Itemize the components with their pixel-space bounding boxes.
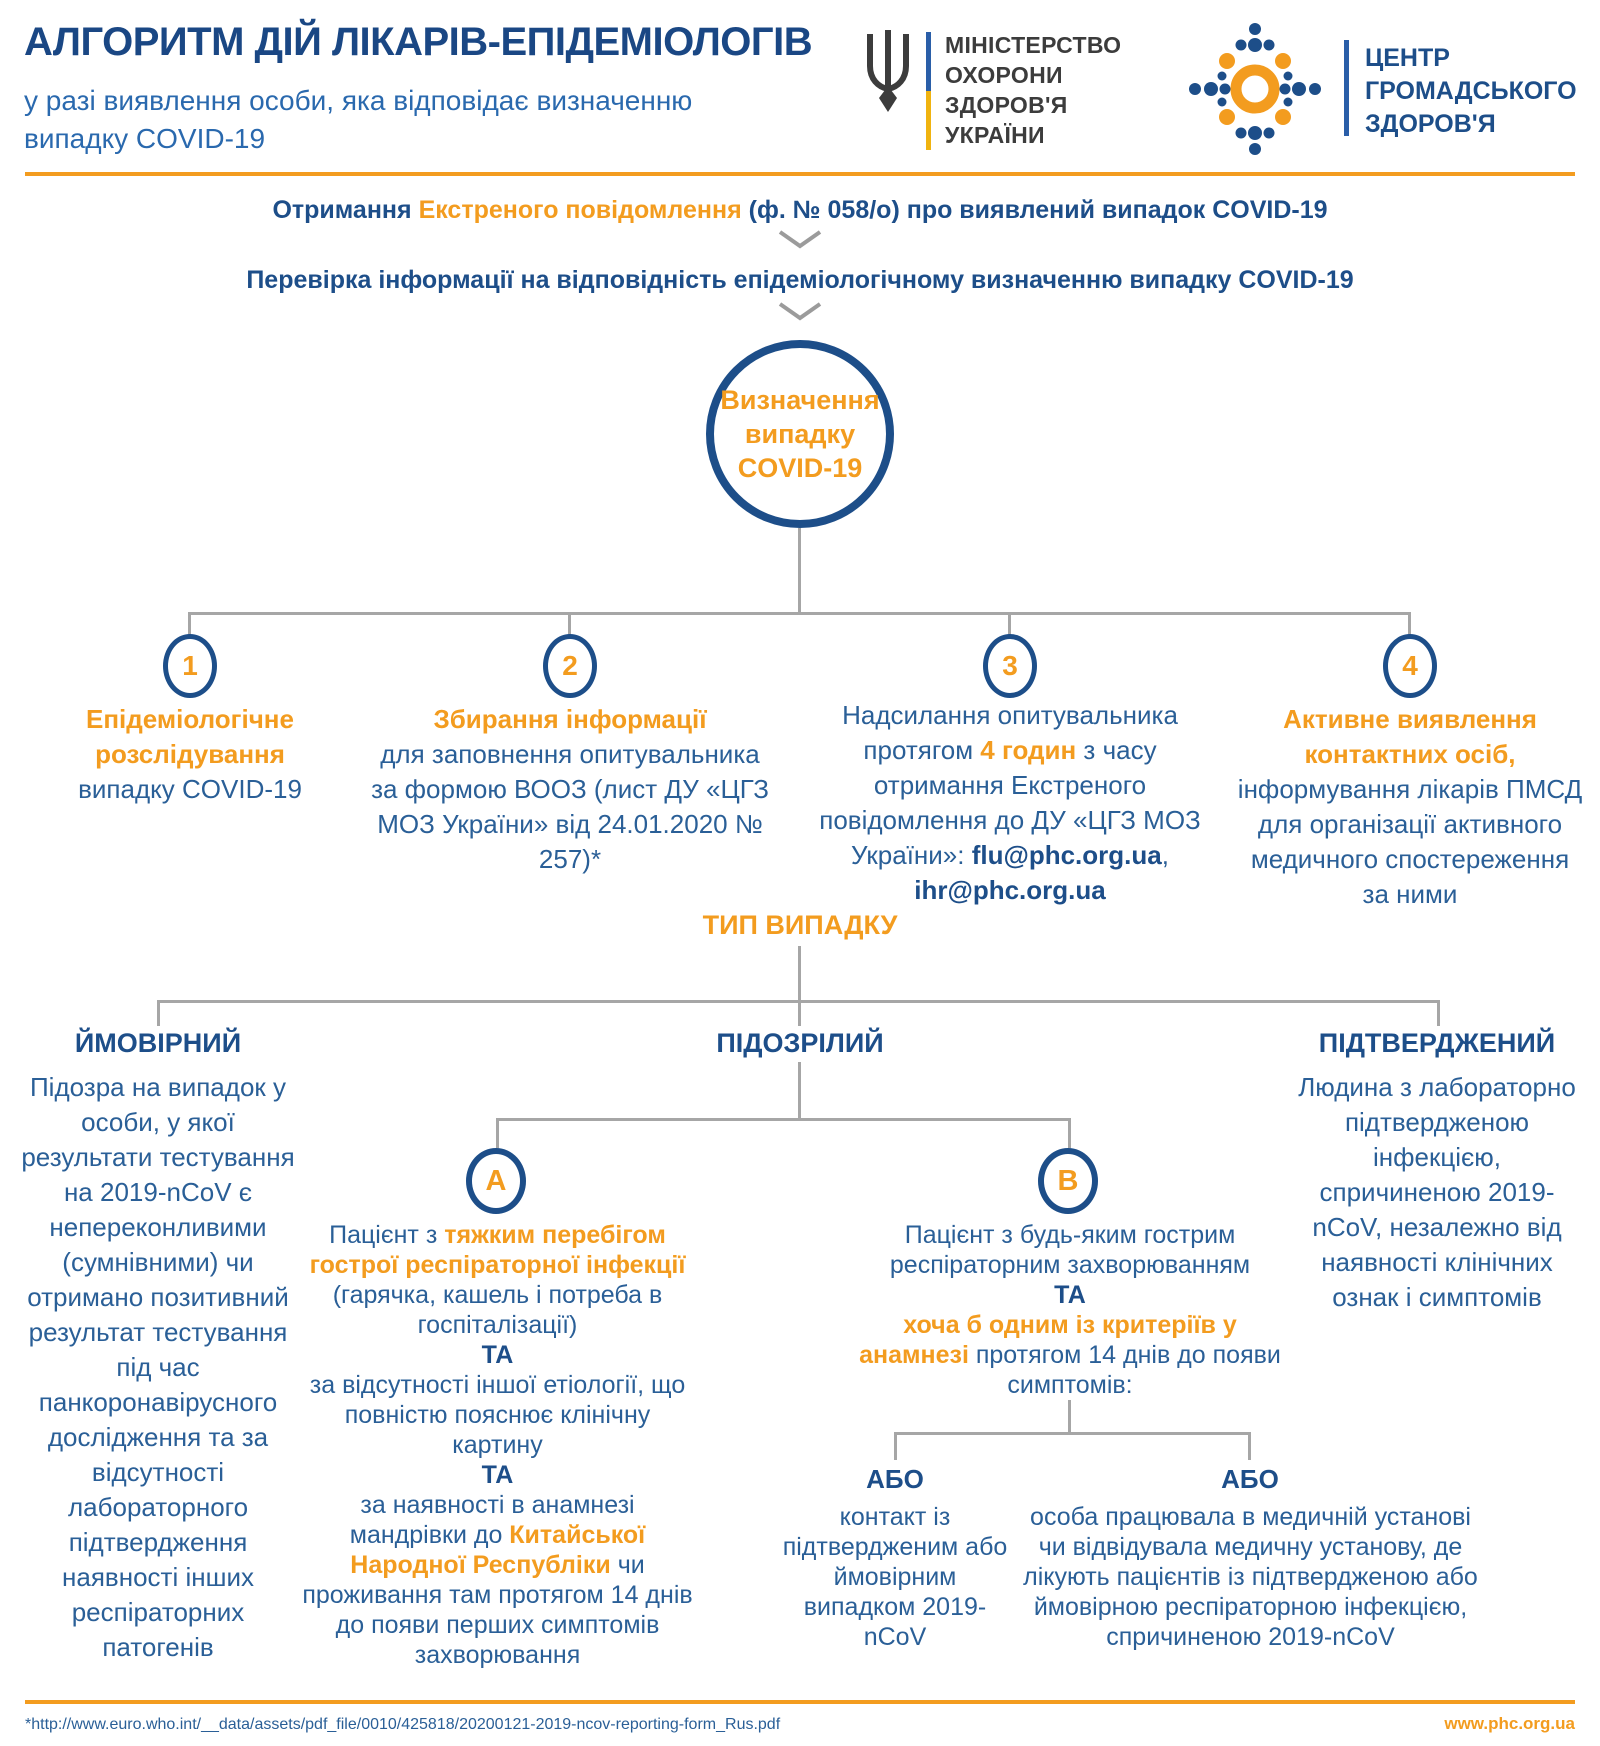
- branch-b-letter: В: [1057, 1164, 1079, 1197]
- text-part: (гарячка, кашель і потреба в госпіталізації): [332, 1281, 663, 1339]
- text-part: за наявності в анамнезі мандрівки до: [349, 1491, 635, 1549]
- phc-dots-icon: [1180, 14, 1330, 169]
- connector-line: [188, 612, 1411, 615]
- case-definition-circle: [706, 340, 894, 528]
- branch-b-circle: [1038, 1148, 1098, 1214]
- text-part: Пацієнт з: [329, 1221, 445, 1249]
- connector-line: [798, 1062, 801, 1118]
- page-title: АЛГОРИТМ ДІЙ ЛІКАРІВ-ЕПІДЕМІОЛОГІВ: [24, 20, 813, 64]
- moz-logo: [862, 28, 1121, 150]
- down-chevron-icon: [778, 302, 822, 327]
- page-subtitle: у разі виявлення особи, яка відповідає визначенню випадку COVID-19: [24, 85, 693, 154]
- moz-logo-text: [945, 28, 1121, 150]
- footnote-url: *http://www.euro.who.int/__data/assets/pdf_file/0010/425818/20200121-2019-ncov-reporting-form_Rus.pdf: [25, 1716, 781, 1733]
- text-part: з часу отримання Екстреного повідомлення до ДУ «ЦГЗ МОЗ України»:: [819, 735, 1201, 870]
- or-1-body: контакт із підтвердженим або ймовірним випадком 2019-nCoV: [782, 1503, 1008, 1651]
- action-2-text: [370, 702, 770, 877]
- text-part: Отримання: [272, 196, 419, 224]
- connector-line: [496, 1118, 1070, 1121]
- or-2-body: особа працювала в медичній установі чи відвідувала медичну установу, де лікують пацієнтів із підтвердженою або ймовірною респіраторною інфекцією, спричиненою 2019-nCoV: [1023, 1503, 1478, 1651]
- connector-line: [188, 612, 191, 636]
- text-part: Активне виявлення контактних осіб,: [1283, 704, 1537, 769]
- text-part: Екстреного повідомлення: [418, 196, 742, 224]
- case-type-label: ТИП ВИПАДКУ: [702, 910, 898, 940]
- phc-site-url: www.phc.org.ua: [1444, 1714, 1575, 1733]
- text-part: flu@phc.org.ua: [971, 840, 1162, 870]
- branch-a-text: [300, 1220, 695, 1670]
- text-part: ihr@phc.org.ua: [914, 875, 1106, 905]
- action-4-circle: [1383, 634, 1437, 698]
- text-part: (ф. № 058/о) про виявлений випадок COVID-19: [741, 196, 1328, 224]
- text-part: ТА: [1054, 1281, 1086, 1309]
- connector-line: [1408, 612, 1411, 636]
- action-1-text: [30, 702, 350, 807]
- text-part: ТА: [481, 1461, 514, 1489]
- text-part: тяжким перебігом гострої респіраторної інфекції: [309, 1221, 686, 1279]
- or-2-header: АБО: [1221, 1464, 1279, 1494]
- text-part: 4 годин: [980, 735, 1077, 765]
- action-2-number: 2: [562, 650, 578, 681]
- phc-logo-line: ЗДОРОВ'Я: [1365, 110, 1496, 138]
- phc-divider-bar: [1344, 40, 1349, 136]
- action-2-circle: [543, 634, 597, 698]
- suspected-header: ПІДОЗРІЛИЙ: [716, 1028, 884, 1058]
- branch-a-circle: [466, 1148, 526, 1214]
- text-part: ТА: [481, 1341, 514, 1369]
- action-1-number: 1: [182, 650, 198, 681]
- connector-line: [798, 946, 801, 1000]
- or-1-header: АБО: [866, 1464, 924, 1494]
- connector-line: [496, 1118, 499, 1148]
- trident-icon: [862, 28, 914, 123]
- action-3-circle: [983, 634, 1037, 698]
- action-4-number: 4: [1402, 650, 1418, 681]
- text-part: хоча б одним із критеріїв у анамнезі: [859, 1311, 1237, 1369]
- connector-line: [894, 1432, 1250, 1435]
- text-part: Епідеміологічне розслідування: [86, 704, 294, 769]
- moz-logo-line: ОХОРОНИ: [945, 62, 1063, 88]
- case-definition-label: Визначення випадку COVID-19: [720, 385, 880, 483]
- connector-line: [894, 1432, 897, 1460]
- action-4-text: [1237, 702, 1583, 912]
- confirmed-header: ПІДТВЕРДЖЕНИЙ: [1318, 1028, 1556, 1058]
- connector-line: [1008, 612, 1011, 636]
- phc-logo: [1180, 14, 1577, 169]
- probable-header: ЙМОВІРНИЙ: [74, 1028, 242, 1058]
- action-3-number: 3: [1002, 650, 1018, 681]
- connector-line: [568, 612, 571, 636]
- connector-line: [1248, 1432, 1251, 1460]
- action-3-text: [795, 698, 1225, 908]
- text-part: Збирання інформації: [433, 704, 707, 734]
- action-1-circle: [163, 634, 217, 698]
- connector-line: [157, 1000, 160, 1026]
- footer-divider-rule: [25, 1700, 1575, 1704]
- text-part: за відсутності іншої етіології, що повністю пояснює клінічну картину: [309, 1371, 686, 1459]
- branch-b-text: [850, 1220, 1290, 1400]
- phc-logo-line: ГРОМАДСЬКОГО: [1365, 77, 1577, 105]
- down-chevron-icon: [778, 230, 822, 255]
- connector-line: [798, 528, 801, 612]
- text-part: Пацієнт з будь-яким гострим респіраторним захворюванням: [889, 1221, 1251, 1279]
- text-part: Китайської Народної Республіки: [350, 1521, 646, 1579]
- header-divider-rule: [25, 172, 1575, 176]
- moz-logo-line: ЗДОРОВ'Я: [945, 92, 1068, 118]
- connector-line: [1068, 1118, 1071, 1148]
- flow-step-1: [100, 196, 1500, 225]
- flag-bar: [926, 32, 931, 150]
- moz-logo-line: УКРАЇНИ: [945, 122, 1045, 148]
- text-part: Надсилання опитувальника протягом: [842, 700, 1178, 765]
- flow-step-2: Перевірка інформації на відповідність епідеміологічному визначенню випадку COVID-19: [246, 266, 1354, 294]
- text-part: чи проживання там протягом 14 днів до появи перших симптомів захворювання: [302, 1551, 693, 1669]
- phc-logo-text: [1365, 14, 1577, 141]
- branch-a-letter: А: [485, 1164, 507, 1197]
- text-part: ,: [1161, 840, 1169, 870]
- text-part: для заповнення опитувальника за формою ВООЗ (лист ДУ «ЦГЗ МОЗ України» від 24.01.2020 № 257)*: [371, 739, 769, 874]
- connector-line: [1068, 1400, 1071, 1432]
- connector-line: [1437, 1000, 1440, 1026]
- moz-logo-line: МІНІСТЕРСТВО: [945, 32, 1122, 58]
- text-part: протягом 14 днів до появи симптомів:: [968, 1341, 1281, 1399]
- text-part: інформування лікарів ПМСД для організації активного медичного спостереження за ними: [1237, 774, 1583, 909]
- connector-line: [798, 1000, 801, 1026]
- confirmed-body: Людина з лабораторно підтвердженою інфекцією, спричиненою 2019-nCoV, незалежно від наявності клінічних ознак і симптомів: [1298, 1072, 1576, 1312]
- probable-body: Підозра на випадок у особи, у якої результати тестування на 2019-nCoV є непереконливими (сумнівними) чи отримано позитивний результат тестування під час панкоронавірусного дослідження та за відсутності лабораторного підтвердження наявності інших респіраторних патогенів: [21, 1072, 295, 1662]
- text-part: випадку COVID-19: [78, 774, 302, 804]
- phc-logo-line: ЦЕНТР: [1365, 44, 1450, 72]
